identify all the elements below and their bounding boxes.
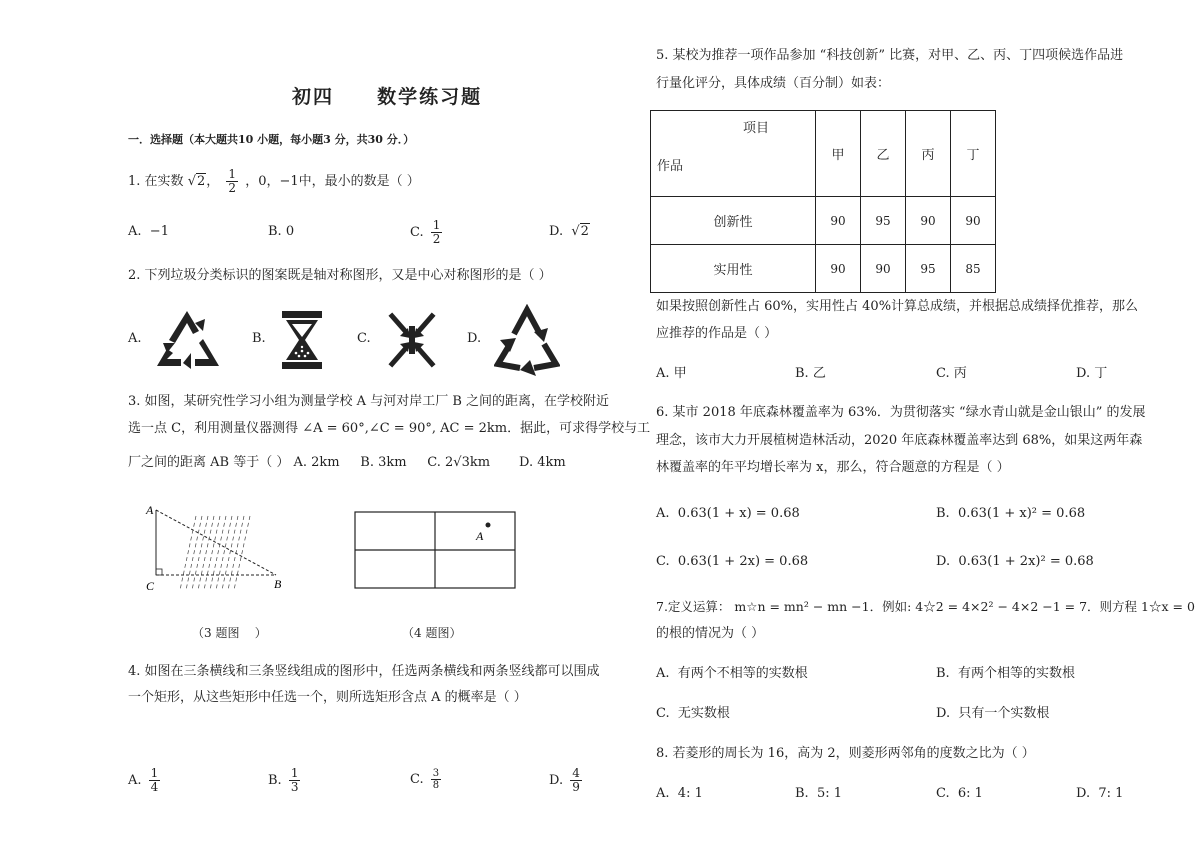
col-header-bing: 丙 bbox=[906, 111, 951, 197]
table-cell: 90 bbox=[861, 245, 906, 293]
q1-option-a: A. −1 bbox=[128, 224, 169, 239]
hourglass-icon bbox=[280, 309, 324, 371]
fig4-point-label: A bbox=[476, 529, 484, 543]
cross-arrows-icon bbox=[388, 312, 436, 368]
question-4-line2: 一个矩形，从这些矩形中任选一个，则所选矩形含点 A 的概率是（ ） bbox=[128, 690, 527, 705]
col-header-jia: 甲 bbox=[816, 111, 861, 197]
table-cell: 85 bbox=[951, 245, 996, 293]
question-5-line2: 行量化评分，具体成绩（百分制）如表： bbox=[656, 76, 891, 91]
question-5-line3: 如果按照创新性占 60%，实用性占 40%计算总成绩，并根据总成绩择优推荐，那么 bbox=[656, 299, 1139, 314]
q2-letter-c: C. bbox=[357, 331, 371, 346]
section-heading: 一．选择题（本大题共10 小题，每小题3 分，共30 分．） bbox=[128, 133, 415, 146]
q7-option-c: C. 无实数根 bbox=[656, 706, 730, 721]
q4-option-b: B. $\frac{1}{3}$ bbox=[268, 766, 299, 794]
q3-stem-end: 厂之间的距离 AB 等于（ ） bbox=[128, 455, 290, 470]
fig3-label-c: C bbox=[146, 579, 155, 593]
question-2: 2. 下列垃圾分类标识的图案既是轴对称图形，又是中心对称图形的是（ ） bbox=[128, 268, 552, 283]
corner-header-project: 项目 bbox=[743, 121, 770, 136]
figure-3-caption: （3 题图 ） bbox=[192, 626, 267, 640]
q5-option-c: C. 丙 bbox=[936, 366, 967, 381]
figure-3-river-triangle bbox=[140, 500, 290, 598]
page-title: 初四 数学练习题 bbox=[292, 86, 483, 108]
table-cell: 90 bbox=[816, 197, 861, 245]
table-cell: 90 bbox=[906, 197, 951, 245]
q4-option-d: D. $\frac{4}{9}$ bbox=[549, 766, 580, 794]
question-3-line1: 3. 如图，某研究性学习小组为测量学校 A 与河对岸工厂 B 之间的距离，在学校附近 bbox=[128, 394, 610, 409]
col-header-yi: 乙 bbox=[861, 111, 906, 197]
q6-option-a: A. 0.63(1 + x) = 0.68 bbox=[656, 506, 800, 521]
recycle-arrows-icon bbox=[494, 304, 560, 376]
question-6-line2: 理念，该市大力开展植树造林活动，2020 年底森林覆盖率达到 68%，如果这两年森 bbox=[656, 433, 1143, 448]
q2-letter-d: D. bbox=[467, 331, 482, 346]
q1-option-c: C. $\frac{1}{2}$ bbox=[410, 218, 441, 246]
q5-option-a: A. 甲 bbox=[656, 366, 687, 381]
q5-option-b: B. 乙 bbox=[795, 366, 826, 381]
q3-option-a: A. 2km bbox=[293, 455, 340, 470]
q8-option-a: A. 4: 1 bbox=[656, 786, 703, 801]
q7-option-a: A. 有两个不相等的实数根 bbox=[656, 666, 808, 681]
score-table bbox=[650, 110, 996, 293]
table-cell: 90 bbox=[951, 197, 996, 245]
q1-sep: ， bbox=[206, 174, 220, 189]
q2-letter-b: B. bbox=[252, 331, 266, 346]
table-row bbox=[651, 197, 996, 245]
q1-stem-pre: 1. 在实数 bbox=[128, 174, 184, 189]
question-5-line4: 应推荐的作品是（ ） bbox=[656, 326, 778, 341]
q3-option-d: D. 4km bbox=[518, 455, 566, 470]
question-3-line2: 选一点 C，利用测量仪器测得 ∠A = 60°,∠C = 90°, AC = 2km．据此，可求得学校与工 bbox=[128, 421, 651, 436]
row-label: 实用性 bbox=[651, 245, 816, 293]
table-corner-cell bbox=[651, 111, 816, 197]
table-row bbox=[651, 245, 996, 293]
question-1 bbox=[128, 168, 420, 195]
col-header-ding: 丁 bbox=[951, 111, 996, 197]
question-8: 8. 若菱形的周长为 16，高为 2，则菱形两邻角的度数之比为（ ） bbox=[656, 746, 1035, 761]
question-7-line1: 7.定义运算： m☆n = mn² − mn −1．例如: 4☆2 = 4×2² − 4×2 −1 = 7．则方程 1☆x = 0 bbox=[656, 599, 1195, 614]
row-label: 创新性 bbox=[651, 197, 816, 245]
fraction-half: $\frac{1}{2}$ bbox=[228, 167, 237, 195]
q1-option-b: B. 0 bbox=[268, 224, 295, 239]
q6-option-c: C. 0.63(1 + 2x) = 0.68 bbox=[656, 554, 809, 569]
corner-header-work: 作品 bbox=[657, 159, 684, 174]
fig3-label-b: B bbox=[274, 577, 282, 591]
figure-4-caption: （4 题图） bbox=[402, 626, 462, 640]
q3-option-c: C. 2√3km bbox=[427, 455, 491, 470]
q6-option-b: B. 0.63(1 + x)² = 0.68 bbox=[936, 506, 1086, 521]
question-5-line1: 5. 某校为推荐一项作品参加 “科技创新” 比赛，对甲、乙、丙、丁四项候选作品进 bbox=[656, 48, 1124, 63]
table-cell: 90 bbox=[816, 245, 861, 293]
q8-option-c: C. 6: 1 bbox=[936, 786, 983, 801]
table-cell: 95 bbox=[861, 197, 906, 245]
q7-option-b: B. 有两个相等的实数根 bbox=[936, 666, 1075, 681]
question-6-line1: 6. 某市 2018 年底森林覆盖率为 63%．为贯彻落实 “绿水青山就是金山银山” 的发展 bbox=[656, 405, 1146, 420]
q8-option-b: B. 5: 1 bbox=[795, 786, 843, 801]
q3-option-b: B. 3km bbox=[360, 455, 407, 470]
q2-letter-a: A. bbox=[128, 331, 142, 346]
question-6-line3: 林覆盖率的年平均增长率为 x，那么，符合题意的方程是（ ） bbox=[656, 460, 1010, 475]
figure-4-grid bbox=[350, 508, 522, 592]
q5-option-d: D. 丁 bbox=[1076, 366, 1108, 381]
question-4-line1: 4. 如图在三条横线和三条竖线组成的图形中，任选两条横线和两条竖线都可以围成 bbox=[128, 664, 600, 679]
q7-option-d: D. 只有一个实数根 bbox=[936, 706, 1050, 721]
question-3-line3 bbox=[128, 450, 566, 476]
q4-option-c: C. $\frac{3}{8}$ bbox=[410, 768, 440, 791]
table-cell: 95 bbox=[906, 245, 951, 293]
question-7-line2: 的根的情况为（ ） bbox=[656, 626, 765, 641]
q8-option-d: D. 7: 1 bbox=[1076, 786, 1124, 801]
sqrt-2: √2 bbox=[187, 174, 206, 189]
recycle-triangle-icon bbox=[153, 309, 221, 369]
fig3-label-a: A bbox=[146, 503, 154, 517]
q6-option-d: D. 0.63(1 + 2x)² = 0.68 bbox=[936, 554, 1094, 569]
q1-stem-post: ，0，−1中，最小的数是（ ） bbox=[245, 174, 420, 189]
q1-option-d: D. √2 bbox=[549, 224, 589, 239]
q4-option-a: A. $\frac{1}{4}$ bbox=[128, 766, 159, 794]
